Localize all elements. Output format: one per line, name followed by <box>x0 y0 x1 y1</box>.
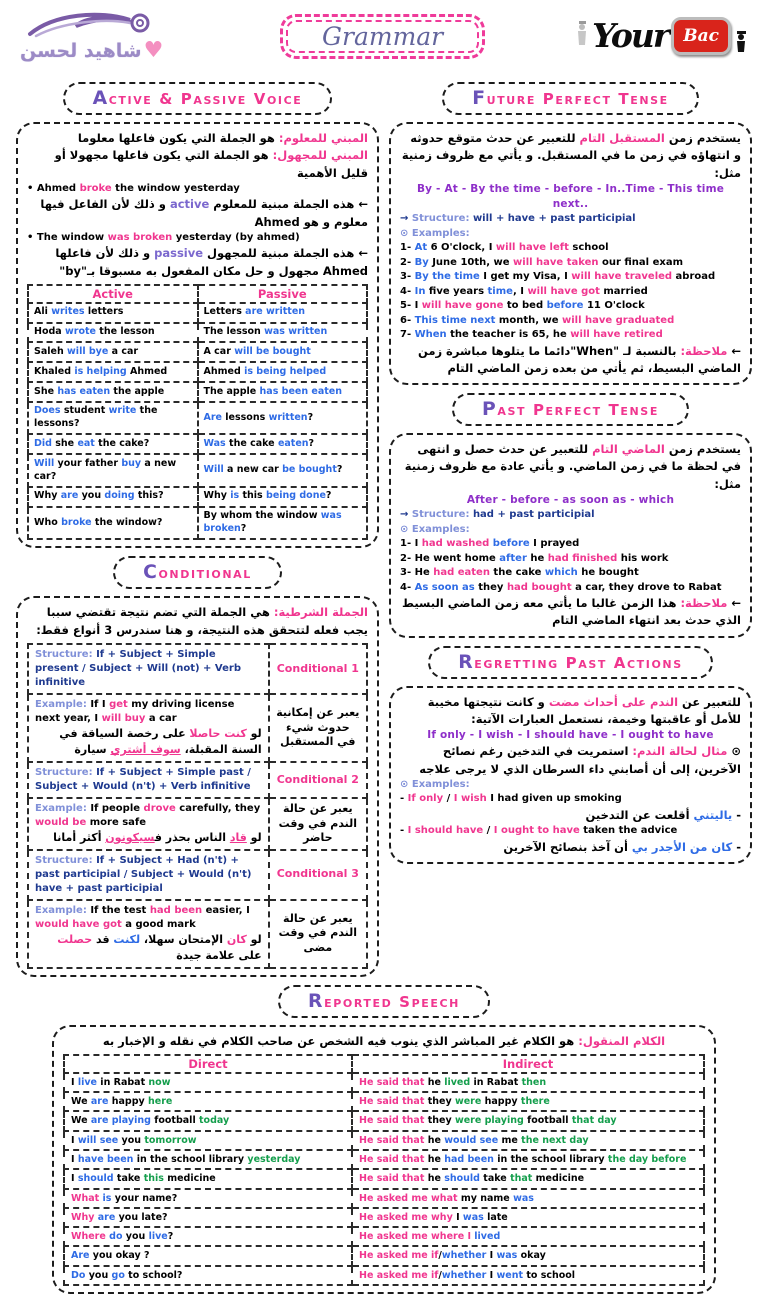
structure-row <box>28 762 367 798</box>
time-adverbs-line: After - before - as soon as - which <box>400 493 741 508</box>
table-row <box>64 1189 704 1208</box>
table-row <box>28 382 367 402</box>
example-active-explanation: ← هذه الجملة مبنية للمعلوم active و ذلك لأن الفاعل فيها معلوم و هو Ahmed <box>27 196 368 231</box>
example-item: 4- As soon as they had bought a car, they drove to Rabat <box>400 581 741 596</box>
heart-icon: ♥ <box>144 40 164 62</box>
table-header-row <box>64 1055 704 1073</box>
example-item: - If only / I wish I had given up smoking <box>400 792 741 807</box>
table-row <box>28 342 367 362</box>
table-row <box>64 1266 704 1285</box>
indirect-cell: He asked me what my name was <box>352 1189 704 1208</box>
active-cell: Saleh will bye a car <box>28 342 198 362</box>
regret-phrases-line: If only - I wish - I should have - I ought to have <box>400 728 741 743</box>
table-row <box>28 402 367 435</box>
table-row <box>28 303 367 323</box>
graduate-figure-icon <box>734 19 748 53</box>
example-item: - I should have / I ought to have taken the advice <box>400 824 741 839</box>
regret-arabic-example: ⊙ مثال لحالة الندم: استمريت في التدخين رغم نصائح الآخرين، إلى أن أصابني داء السرطان الذي لا يرجى علاجه <box>400 743 741 778</box>
section-title-regretting: Regretting Past Actions <box>428 646 713 679</box>
table-row <box>64 1150 704 1169</box>
indirect-cell: He said that they were happy there <box>352 1092 704 1111</box>
col-header-passive: Passive <box>198 285 368 303</box>
direct-cell: Why are you late? <box>64 1208 352 1227</box>
regret-intro: للتعبير عن الندم على أحداث مضت و كانت نتيجتها مخيبة للأمل أو عاقبتها وخيمة، نستعمل العبارات الآتية: <box>400 694 741 729</box>
indirect-cell: He asked me if/whether I went to school <box>352 1266 704 1285</box>
example-item: 6- This time next month, we will have graduated <box>400 314 741 329</box>
examples-label: ⊙ Examples: <box>400 523 741 538</box>
section-title-past-perfect: Past Perfect Tense <box>452 393 689 426</box>
indirect-cell: He asked me where I lived <box>352 1227 704 1246</box>
indirect-cell: He said that he should take that medicine <box>352 1169 704 1188</box>
active-cell: Who broke the window? <box>28 507 198 540</box>
section-title-active-passive: Active & Passive Voice <box>63 82 333 115</box>
passive-cell: Will a new car be bought? <box>198 454 368 487</box>
passive-cell: Was the cake eaten? <box>198 434 368 454</box>
table-row <box>64 1111 704 1130</box>
shahid-lahcen-logo <box>20 10 190 62</box>
active-cell: Does student write the lessons? <box>28 402 198 435</box>
brand-your-text: Your <box>592 16 668 55</box>
direct-cell: I have been in the school library yesterday <box>64 1150 352 1169</box>
indirect-cell: He asked me if/whether I was okay <box>352 1246 704 1265</box>
passive-cell: Why is this being done? <box>198 487 368 507</box>
table-row <box>28 362 367 382</box>
structure-line: → Structure: had + past participial <box>400 508 741 523</box>
note-line: ← ملاحظة: بالنسبة لـ "When"دائما ما يتلوها مباشرة زمن الماضي البسيط، ثم يأتي من بعده زمن الماضي التام <box>400 343 741 378</box>
example-item: 2- By June 10th, we will have taken our final exam <box>400 256 741 271</box>
example-item: 4- In five years time, I will have got married <box>400 285 741 300</box>
reported-intro: الكلام المنقول: هو الكلام غير المباشر الذي ينوب فيه الشخص عن صاحب الكلام في نقله و الإخبار به <box>63 1033 705 1050</box>
table-row <box>64 1169 704 1188</box>
col-header-direct: Direct <box>64 1055 352 1073</box>
table-row <box>64 1227 704 1246</box>
structure-cell: Structure: If + Subject + Simple past / Subject + Would (n't) + Verb infinitive <box>28 762 269 798</box>
grammar-title-box <box>280 14 485 59</box>
examples-label: ⊙ Examples: <box>400 778 741 793</box>
active-cell: Khaled is helping Ahmed <box>28 362 198 382</box>
direct-cell: Where do you live? <box>64 1227 352 1246</box>
example-item: 1- At 6 O'clock, I will have left school <box>400 241 741 256</box>
example-active-line: • Ahmed broke the window yesterday <box>27 182 368 197</box>
definition-active-line: المبني للمعلوم: هو الجملة التي يكون فاعلها معلوما <box>27 130 368 147</box>
future-perfect-intro: يستخدم زمن المستقبل التام للتعبير عن حدث متوقع حدوثه و انتهاؤه في زمن ما في المستقبل. و يأتي مع ظروف زمنية مثل: <box>400 130 741 182</box>
active-passive-table <box>27 284 368 541</box>
usage-cell: يعبر عن إمكانية حدوث شيء في المستقبل <box>269 694 367 762</box>
past-perfect-intro: يستخدم زمن الماضي التام للتعبير عن حدث حصل و انتهى في لحظة ما في زمن الماضي. و يأتي عادة مع ظروف زمنية مثل: <box>400 441 741 493</box>
page-header <box>0 0 768 74</box>
future-perfect-box <box>389 122 752 385</box>
regretting-box <box>389 686 752 864</box>
passive-cell: Ahmed is being helped <box>198 362 368 382</box>
conditional-box <box>16 596 379 976</box>
active-cell: Ali writes letters <box>28 303 198 323</box>
graduate-figure-icon <box>575 19 589 53</box>
passive-cell: A car will be bought <box>198 342 368 362</box>
logo-arabic-text: شاهيد لحسن <box>20 40 142 62</box>
direct-cell: What is your name? <box>64 1189 352 1208</box>
direct-cell: We are happy here <box>64 1092 352 1111</box>
direct-cell: I should take this medicine <box>64 1169 352 1188</box>
table-row <box>64 1092 704 1111</box>
reported-speech-box <box>52 1025 716 1294</box>
example-item: 3- By the time I get my Visa, I will have traveled abroad <box>400 270 741 285</box>
past-perfect-box <box>389 433 752 637</box>
section-title-reported-speech: Reported Speech <box>278 985 490 1018</box>
yourbac-logo <box>575 16 748 55</box>
structure-row <box>28 850 367 900</box>
table-header-row <box>28 285 367 303</box>
passive-cell: The lesson was written <box>198 323 368 343</box>
conditional-intro: الجملة الشرطية: هي الجملة التي تضم نتيجة تقتضي سببا يجب فعله لتتحقق هذه النتيجة، و هنا سندرس 3 أنواع فقط: <box>27 604 368 639</box>
example-item-arabic: - كان من الأجدر بي أن آخذ بنصائح الآخرين <box>400 839 741 856</box>
example-item: 1- I had washed before I prayed <box>400 537 741 552</box>
example-item-arabic: - ياليتني أقلعت عن التدخين <box>400 807 741 824</box>
note-line: ← ملاحظة: هذا الزمن غالبا ما يأتي معه زمن الماضي البسيط الذي حدث بعد انتهاء الماضي التام <box>400 595 741 630</box>
direct-cell: I live in Rabat now <box>64 1073 352 1092</box>
example-item: 2- He went home after he had finished his work <box>400 552 741 567</box>
section-title-future-perfect: Future Perfect Tense <box>442 82 699 115</box>
table-row <box>64 1131 704 1150</box>
swirl-icon <box>26 10 166 40</box>
table-row <box>28 434 367 454</box>
time-adverbs-line: By - At - By the time - before - In..Time - This time next.. <box>400 182 741 212</box>
examples-label: ⊙ Examples: <box>400 227 741 242</box>
direct-cell: We are playing football today <box>64 1111 352 1130</box>
active-cell: Did she eat the cake? <box>28 434 198 454</box>
conditional-table <box>27 643 368 969</box>
example-cell: Example: If I get my driving license next year, I will buy a car لو كنت حاصلا على رخصة السياقة في السنة المقبلة، سوف أشتري سيارة <box>28 694 269 762</box>
example-item: 7- When the teacher is 65, he will have retired <box>400 328 741 343</box>
passive-cell: By whom the window was broken? <box>198 507 368 540</box>
right-column <box>389 74 752 864</box>
structure-row <box>28 644 367 694</box>
conditional-label-cell: Conditional 3 <box>269 850 367 900</box>
example-item: 5- I will have gone to bed before 11 O'clock <box>400 299 741 314</box>
example-passive-line: • The window was broken yesterday (by ahmed) <box>27 231 368 246</box>
direct-cell: I will see you tomorrow <box>64 1131 352 1150</box>
definition-passive-line: المبني للمجهول: هو الجملة التي يكون فاعلها مجهولا أو قليل الأهمية <box>27 147 368 182</box>
active-cell: She has eaten the apple <box>28 382 198 402</box>
reported-speech-table <box>63 1054 705 1286</box>
table-row <box>64 1246 704 1265</box>
conditional-label-cell: Conditional 1 <box>269 644 367 694</box>
example-cell: Example: If people drove carefully, they would be more safe لو قاد الناس بحذر فسيكونون أكثر أمانا <box>28 798 269 850</box>
col-header-active: Active <box>28 285 198 303</box>
indirect-cell: He said that he would see me the next day <box>352 1131 704 1150</box>
usage-cell: يعبر عن حالة الندم في وقت مضى <box>269 900 367 968</box>
example-passive-explanation: ← هذه الجملة مبنية للمجهول passive و ذلك لأن فاعلها Ahmed مجهول و حل مكان المفعول به مسبوقا بـ"by" <box>27 245 368 280</box>
passive-cell: Letters are written <box>198 303 368 323</box>
active-cell: Will your father buy a new car? <box>28 454 198 487</box>
table-row <box>64 1073 704 1092</box>
active-passive-box <box>16 122 379 548</box>
example-row <box>28 694 367 762</box>
left-column <box>16 74 379 977</box>
grammar-title-inner-border <box>286 20 479 53</box>
main-columns <box>0 74 768 977</box>
example-row <box>28 798 367 850</box>
indirect-cell: He asked me why I was late <box>352 1208 704 1227</box>
table-row <box>28 487 367 507</box>
conditional-label-cell: Conditional 2 <box>269 762 367 798</box>
structure-cell: Structure: If + Subject + Had (n't) + past participial / Subject + Would (n't) have + past participial <box>28 850 269 900</box>
direct-cell: Are you okay ? <box>64 1246 352 1265</box>
usage-cell: يعبر عن حالة الندم في وقت حاضر <box>269 798 367 850</box>
page-title: Grammar <box>322 22 443 51</box>
example-row <box>28 900 367 968</box>
direct-cell: Do you go to school? <box>64 1266 352 1285</box>
indirect-cell: He said that he lived in Rabat then <box>352 1073 704 1092</box>
section-title-conditional: Conditional <box>113 556 282 589</box>
structure-line: → Structure: will + have + past participial <box>400 212 741 227</box>
indirect-cell: He said that they were playing football that day <box>352 1111 704 1130</box>
passive-cell: Are lessons written? <box>198 402 368 435</box>
structure-cell: Structure: If + Subject + Simple present / Subject + Will (not) + Verb infinitive <box>28 644 269 694</box>
reported-speech-section <box>0 1025 768 1294</box>
active-cell: Hoda wrote the lesson <box>28 323 198 343</box>
table-row <box>64 1208 704 1227</box>
example-cell: Example: If the test had been easier, I would have got a good mark لو كان الإمتحان سهلا، لكنت قد حصلت على علامة جيدة <box>28 900 269 968</box>
active-cell: Why are you doing this? <box>28 487 198 507</box>
table-row <box>28 454 367 487</box>
col-header-indirect: Indirect <box>352 1055 704 1073</box>
example-item: 3- He had eaten the cake which he bought <box>400 566 741 581</box>
indirect-cell: He said that he had been in the school library the day before <box>352 1150 704 1169</box>
table-row <box>28 507 367 540</box>
table-row <box>28 323 367 343</box>
brand-bac-badge: Bac <box>671 17 731 55</box>
passive-cell: The apple has been eaten <box>198 382 368 402</box>
